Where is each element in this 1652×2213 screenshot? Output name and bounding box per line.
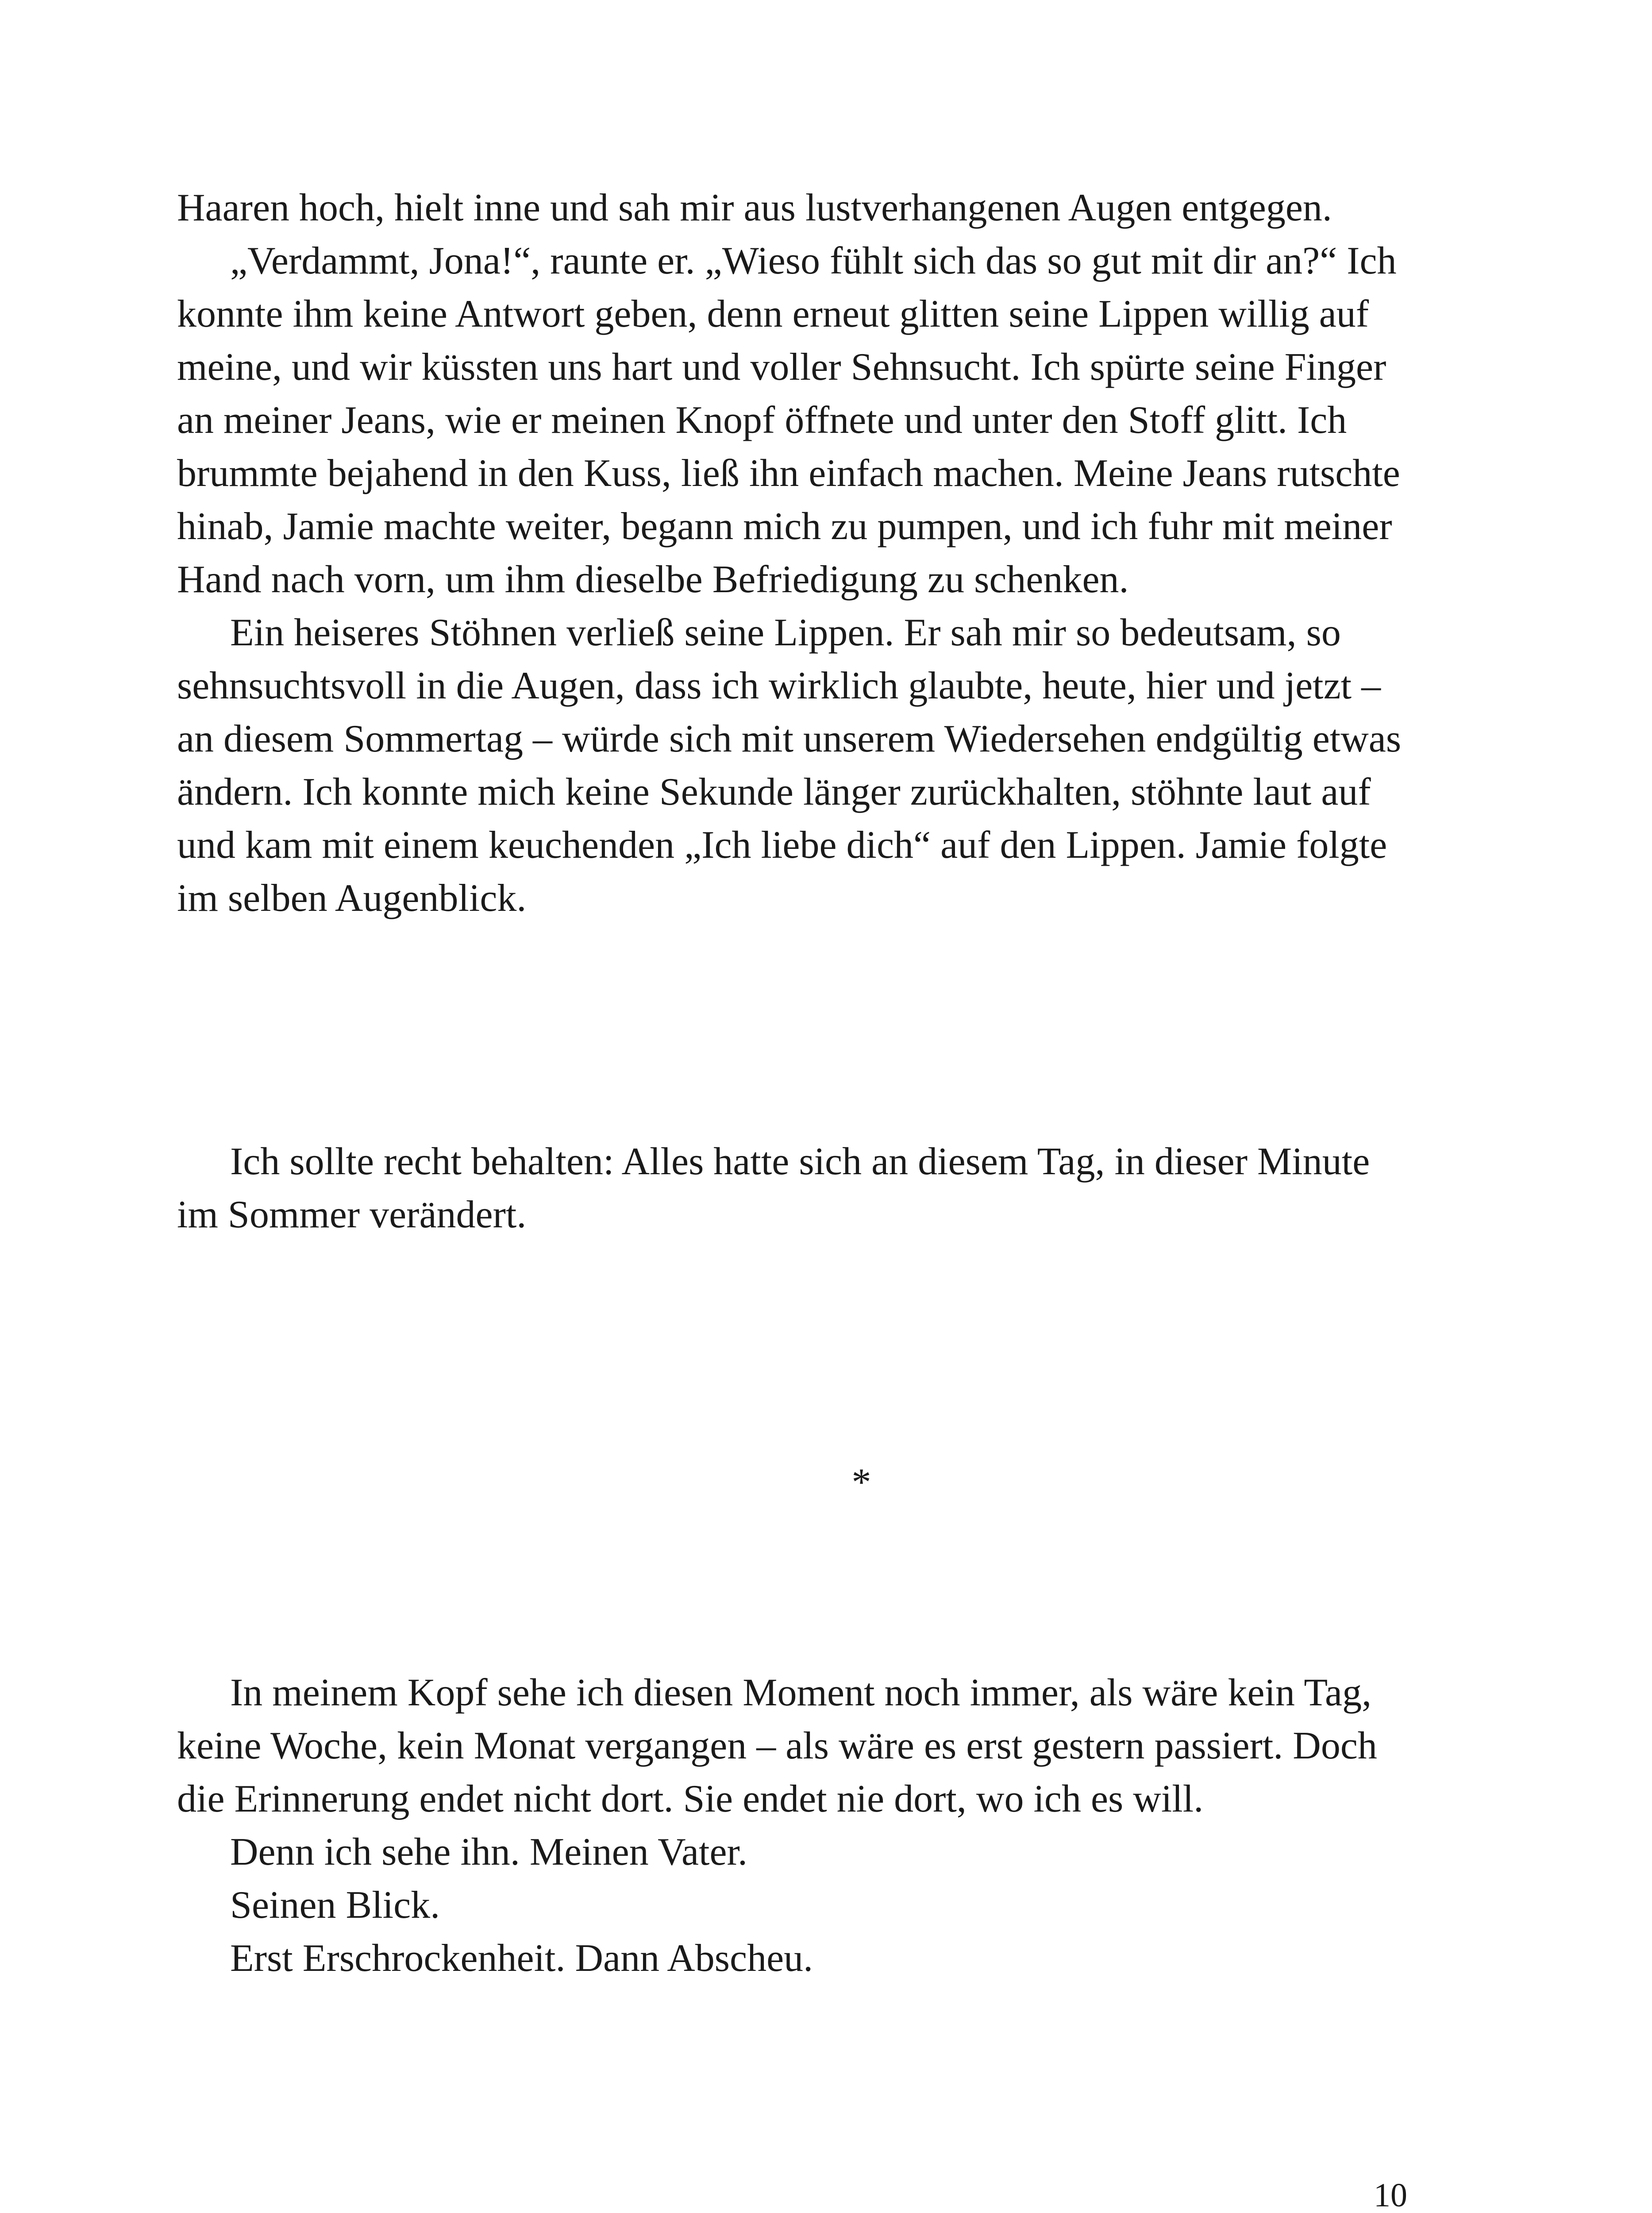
- paragraph: Erst Erschrockenheit. Dann Abscheu.: [230, 1937, 813, 1980]
- paragraph: Seinen Blick.: [230, 1884, 440, 1927]
- paragraph-continued: Haaren hoch, hielt inne und sah mir aus lustverhangenen Augen entgegen.: [177, 186, 1332, 229]
- paragraph: In meinem Kopf sehe ich diesen Moment noch immer, als wäre kein Tag, keine Woche, kein Monat vergangen – als wäre es erst gestern passiert. Doch die Erinnerung endet nicht dort. Sie endet nie dort, wo ich es will.: [177, 1671, 1377, 1820]
- paragraph: Denn ich sehe ihn. Meinen Vater.: [230, 1831, 747, 1874]
- paragraph: „Verdammt, Jona!“, raunte er. „Wieso fühlt sich das so gut mit dir an?“ Ich konnte ihm keine Antwort geben, denn erneut glitten seine Lippen willig auf meine, und wir küssten uns hart und voller Sehnsucht. Ich spürte seine Finger an meiner Jeans, wie er meinen Knopf öffnete und unter den Stoff glitt. Ich brummte bejahend in den Kuss, ließ ihn einfach machen. Meine Jeans rutschte hinab, Jamie machte weiter, begann mich zu pumpen, und ich fuhr mit meiner Hand nach vorn, um ihm dieselbe Befriedigung zu schenken.: [177, 239, 1400, 601]
- page-number: 10: [1374, 2177, 1407, 2213]
- text-block-new-scene: [177, 1666, 1407, 1985]
- text-block-opening: [177, 181, 1407, 925]
- paragraph: Ich sollte recht behalten: Alles hatte sich an diesem Tag, in dieser Minute im Sommer verändert.: [177, 1140, 1370, 1236]
- paragraph: Ein heiseres Stöhnen verließ seine Lippen. Er sah mir so bedeutsam, so sehnsuchtsvoll in die Augen, dass ich wirklich glaubte, heute, hier und jetzt – an diesem Sommertag – würde sich mit unserem Wiedersehen endgültig etwas ändern. Ich konnte mich keine Sekunde länger zurückhalten, stöhnte laut auf und kam mit einem keuchenden „Ich liebe dich“ auf den Lippen. Jamie folgte im selben Augenblick.: [177, 611, 1402, 920]
- scene-separator: *: [851, 1461, 871, 1504]
- text-block-closing-scene: [177, 1135, 1407, 1241]
